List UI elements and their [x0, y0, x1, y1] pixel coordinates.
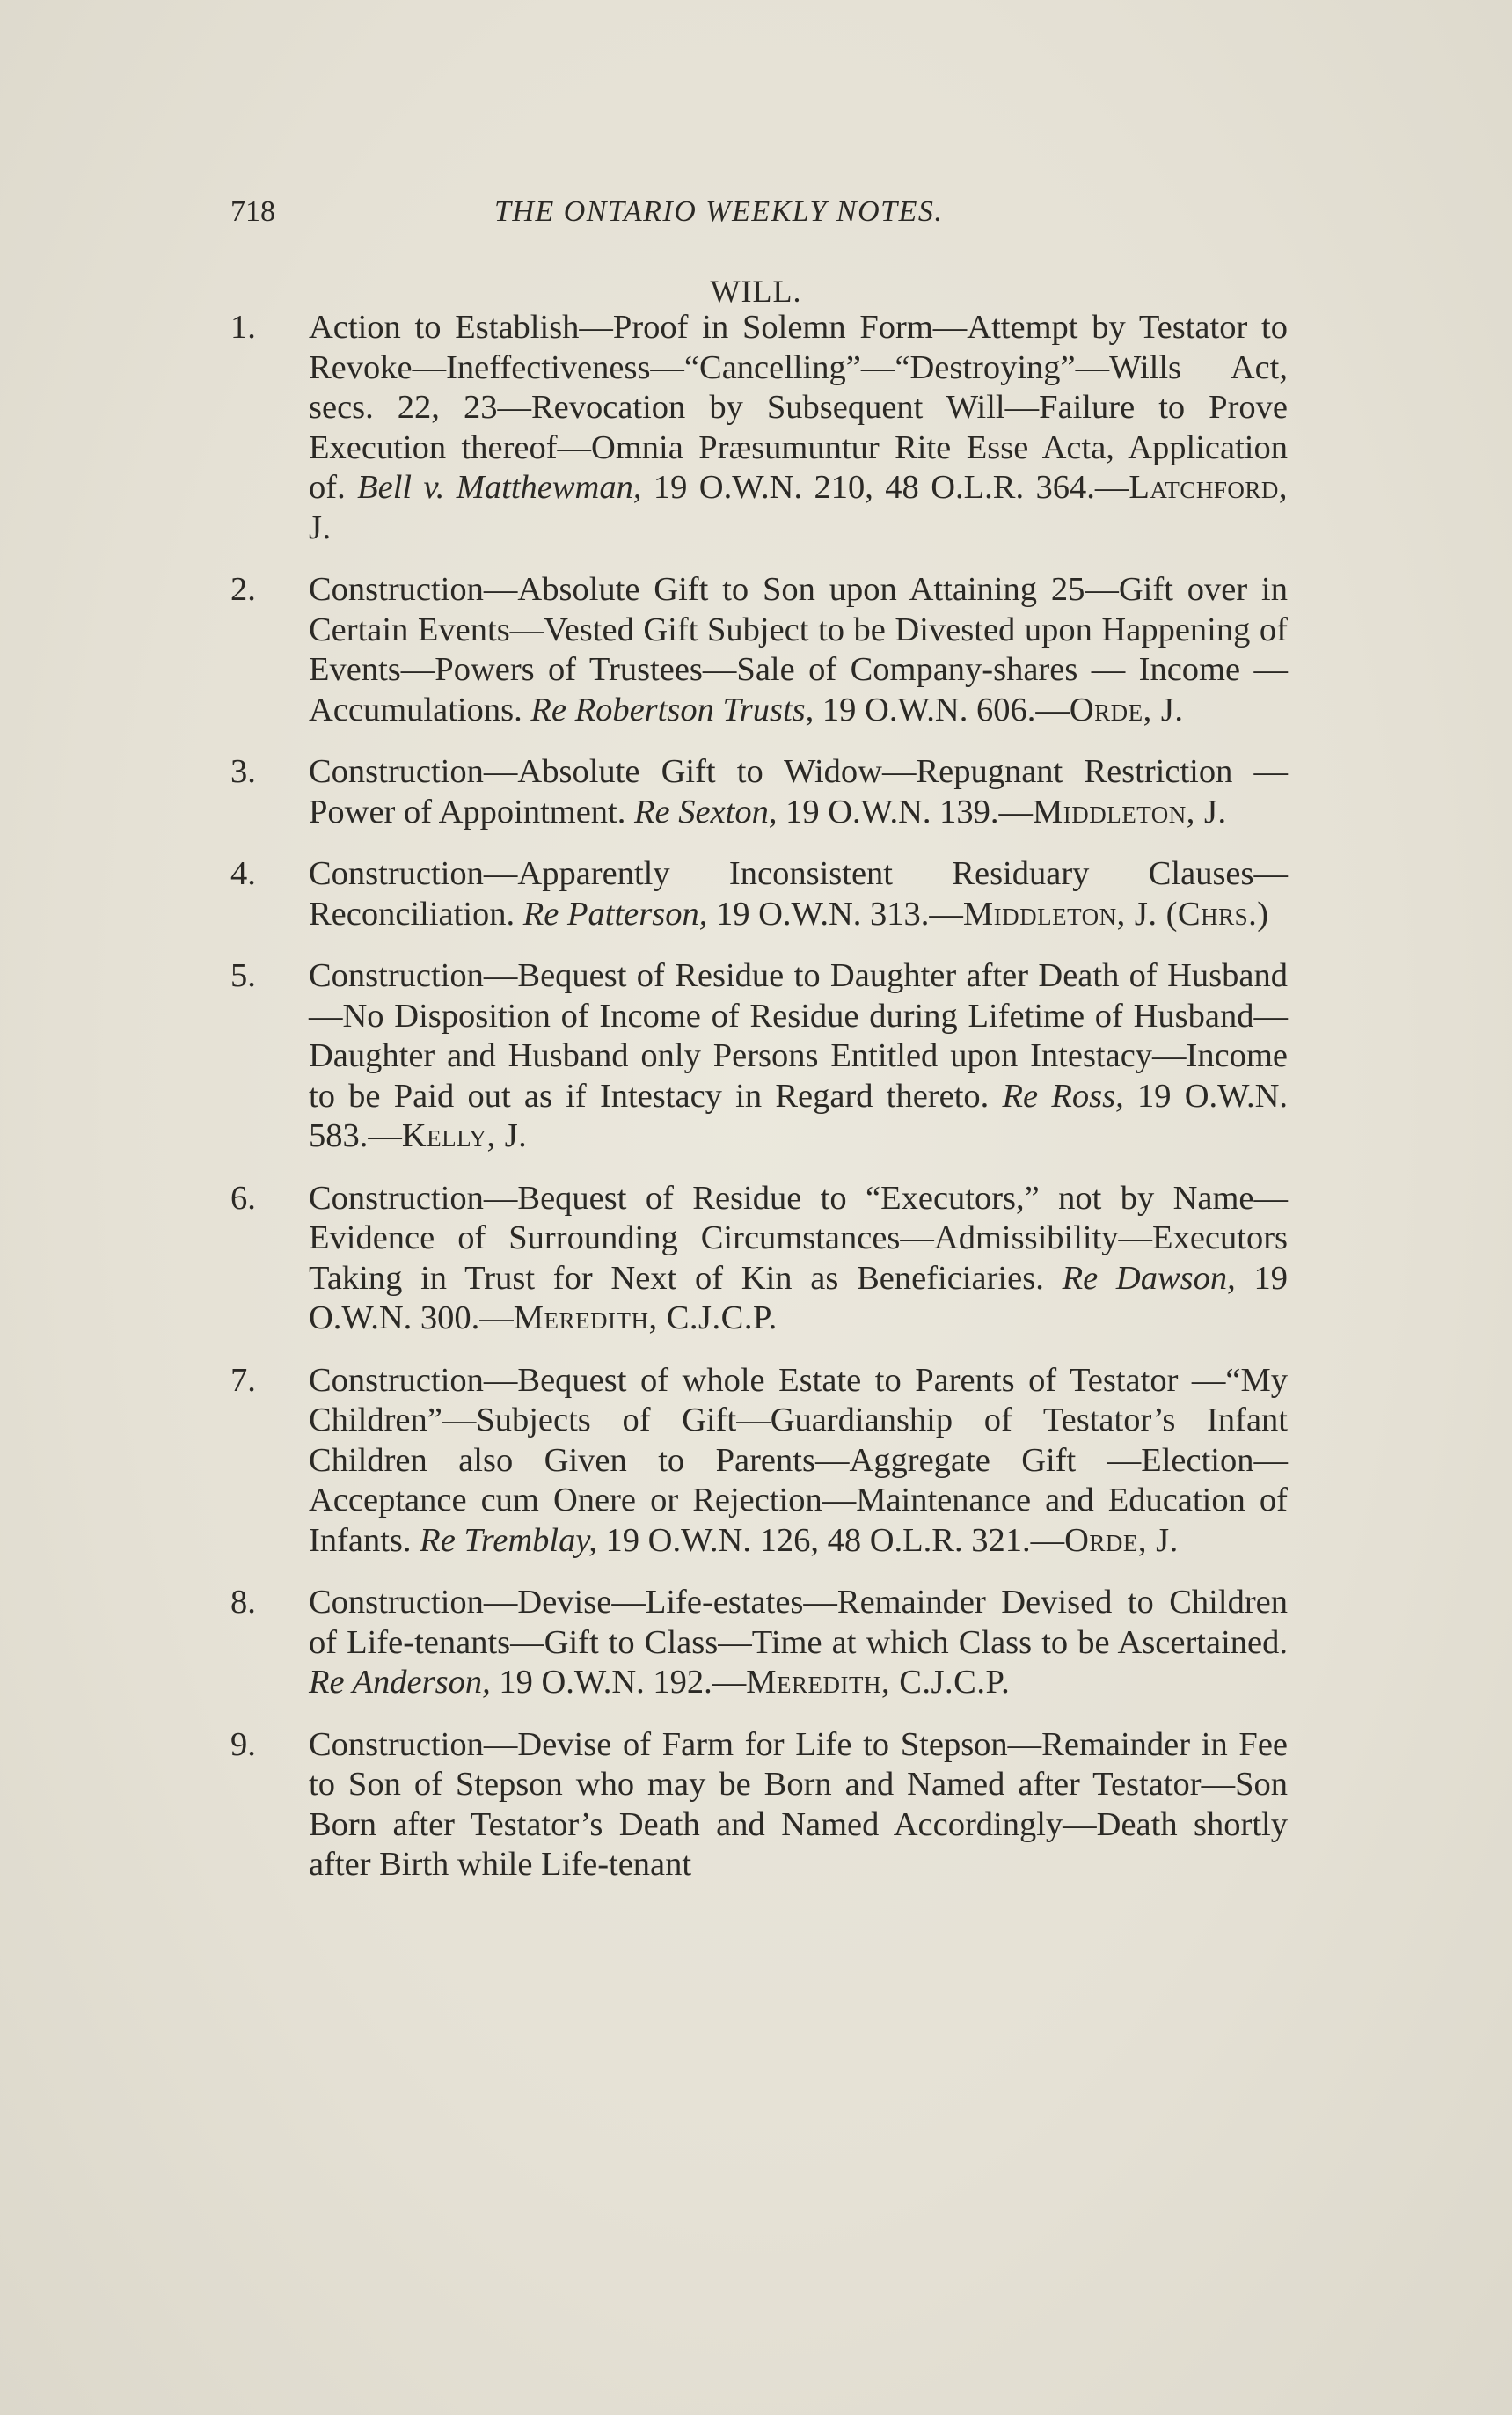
- entry-number: 6.: [230, 1179, 256, 1217]
- digest-entry: [230, 752, 1288, 832]
- entry-headnote: Construction—Devise of Farm for Life to Stepson—Remainder in Fee to Son of Stepson who may be Born and Named after Testator—Son Born after Testator’s Death and Named Accordingly—Death shortly after Birth while Life-tenant: [309, 1725, 1288, 1883]
- page-number: 718: [230, 195, 275, 228]
- entry-headnote: Construction—Absolute Gift to Widow—Repugnant Restriction —Power of Appointment.: [309, 753, 1288, 831]
- citation: 19 O.W.N. 606.—: [822, 691, 1070, 728]
- judge: Middleton, J. (Chrs.): [962, 895, 1269, 933]
- digest-entry: [230, 956, 1288, 1157]
- case-name: Bell v. Matthewman,: [357, 469, 642, 506]
- citation: 19 O.W.N. 583.—: [309, 1077, 1289, 1154]
- entry-headnote: Construction—Devise—Life-estates—Remainder Devised to Children of Life-tenants—Gift to Class—Time at which Class to be Ascertained.: [309, 1584, 1288, 1661]
- entry-headnote: Construction—Bequest of whole Estate to Parents of Testator —“My Children”—Subjects of Gift—Guardianship of Testator’s Infant Children also Given to Parents—Aggregate Gift —Election—Acceptance cum Onere or Rejection—Maintenance and Education of Infants.: [309, 1361, 1288, 1559]
- entry-number: 5.: [230, 957, 256, 994]
- case-name: Re Tremblay,: [420, 1521, 597, 1559]
- case-name: Re Sexton,: [634, 793, 778, 831]
- case-name: Re Robertson Trusts,: [530, 691, 814, 728]
- case-name: Re Patterson,: [522, 895, 708, 933]
- citation: 19 O.W.N. 192.—: [499, 1664, 747, 1701]
- judge: Meredith, C.J.C.P.: [746, 1664, 1011, 1701]
- digest-entry: [230, 308, 1288, 548]
- page-header: [230, 195, 1286, 239]
- digest-entry: [230, 854, 1288, 934]
- running-title: THE ONTARIO WEEKLY NOTES.: [494, 195, 944, 228]
- judge: Latchford, J.: [309, 469, 1289, 546]
- entry-number: 7.: [230, 1361, 256, 1399]
- entry-number: 8.: [230, 1584, 256, 1621]
- entry-number: 9.: [230, 1725, 256, 1763]
- digest-entry: [230, 570, 1288, 730]
- judge: Kelly, J.: [401, 1117, 528, 1154]
- judge: Orde, J.: [1064, 1521, 1179, 1559]
- case-name: Re Anderson,: [309, 1664, 491, 1701]
- entry-number: 2.: [230, 571, 256, 608]
- citation: 19 O.W.N. 313.—: [715, 895, 963, 933]
- digest-entry: [230, 1179, 1288, 1339]
- digest-entries: [230, 308, 1288, 1907]
- citation: 19 O.W.N. 139.—: [785, 793, 1034, 831]
- citation: 19 O.W.N. 210, 48 O.L.R. 364.—: [653, 469, 1129, 506]
- entry-headnote: Construction—Absolute Gift to Son upon Attaining 25—Gift over in Certain Events—Vested Gift Subject to be Divested upon Happening of Events—Powers of Trustees—Sale of Company-shares — Income — Accumulations.: [309, 571, 1288, 728]
- judge: Orde, J.: [1069, 691, 1184, 728]
- judge: Middleton, J.: [1033, 793, 1227, 831]
- digest-entry: [230, 1583, 1288, 1703]
- entry-number: 1.: [230, 309, 256, 346]
- case-name: Re Ross,: [1002, 1077, 1124, 1115]
- case-name: Re Dawson,: [1062, 1259, 1236, 1297]
- entry-headnote: Action to Establish—Proof in Solemn Form—Attempt by Testator to Revoke—Ineffectiveness—“Cancelling”—“Destroying”—Wills Act, secs. 22, 23—Revocation by Subsequent Will—Failure to Prove Execution thereof—Omnia Præsumuntur Rite Esse Acta, Application of.: [309, 309, 1288, 506]
- section-title: WILL.: [710, 274, 802, 309]
- entry-headnote: Construction—Apparently Inconsistent Residuary Clauses—Reconciliation.: [309, 855, 1288, 933]
- digest-entry: [230, 1725, 1288, 1885]
- entry-number: 3.: [230, 753, 256, 790]
- entry-number: 4.: [230, 855, 256, 892]
- judge: Meredith, C.J.C.P.: [513, 1299, 778, 1336]
- digest-entry: [230, 1361, 1288, 1562]
- citation: 19 O.W.N. 300.—: [309, 1259, 1289, 1336]
- entry-headnote: Construction—Bequest of Residue to Daughter after Death of Husband—No Disposition of Income of Residue during Lifetime of Husband—Daughter and Husband only Persons Entitled upon Intestacy—Income to be Paid out as if Intestacy in Regard thereto.: [309, 957, 1288, 1115]
- citation: 19 O.W.N. 126, 48 O.L.R. 321.—: [605, 1521, 1065, 1559]
- entry-headnote: Construction—Bequest of Residue to “Executors,” not by Name—Evidence of Surrounding Circumstances—Admissibility—Executors Taking in Trust for Next of Kin as Beneficiaries.: [309, 1179, 1288, 1297]
